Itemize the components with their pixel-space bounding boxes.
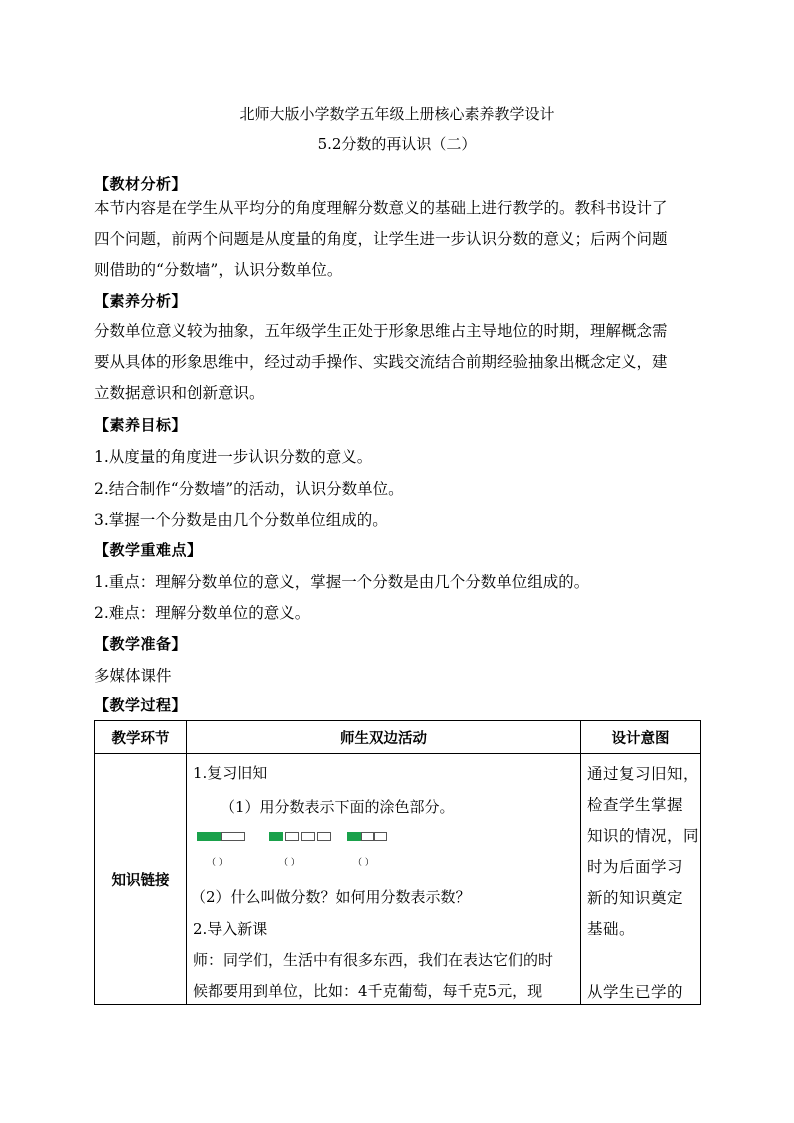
goal-item: 3.掌握一个分数是由几个分数单位组成的。 [94,511,388,529]
intent-line: 从学生已学的 [587,983,684,1001]
header-intent: 设计意图 [581,721,701,754]
filled-part [197,832,221,841]
intro-text-line: 师：同学们，生活中有很多东西，我们在表达它们的时 [193,951,554,969]
material-line: 四个问题，前两个问题是从度量的角度，让学生进一步认识分数的意义；后两个问题 [94,230,668,248]
review-title: 1.复习旧知 [193,764,268,782]
material-analysis-text [94,193,700,286]
empty-part [221,832,245,841]
fraction-figure-3 [347,832,387,841]
lesson-subtitle: 5.2分数的再认识（二） [317,135,477,153]
process-heading: 【教学过程】 [94,696,188,714]
empty-part [317,832,331,841]
empty-part [374,832,387,841]
filled-part [347,832,361,841]
table-row [95,754,701,1005]
literacy-line: 分数单位意义较为抽象，五年级学生正处于形象思维占主导地位的时期，理解概念需 [94,322,668,340]
literacy-line: 立数据意识和创新意识。 [94,384,265,402]
goal-item: 2.结合制作“分数墙”的活动，认识分数单位。 [94,480,404,498]
prep-text: 多媒体课件 [94,667,172,685]
answer-blank-3: （ ） [353,858,374,868]
intent-line: 时为后面学习 [587,858,684,876]
table-header-row [95,721,701,754]
teaching-process-table [94,720,701,1005]
intent-line: 通过复习旧知， [587,765,700,783]
empty-part [361,832,374,841]
document-title: 北师大版小学数学五年级上册核心素养教学设计 [239,105,555,123]
material-analysis-heading: 【教材分析】 [94,175,188,193]
filled-part [269,832,283,841]
material-line: 则借助的“分数墙”，认识分数单位。 [94,261,343,279]
intro-title: 2.导入新课 [193,920,268,938]
empty-part [301,832,315,841]
literacy-line: 要从具体的形象思维中，经过动手操作、实践交流结合前期经验抽象出概念定义，建 [94,353,668,371]
literacy-goals-heading: 【素养目标】 [94,416,188,434]
header-activity: 师生双边活动 [187,721,581,754]
intro-text-line: 候都要用到单位，比如：4千克葡萄，每千克5元，现 [193,982,543,1000]
question-1: （1）用分数表示下面的涂色部分。 [220,798,455,816]
key-point-item: 2.难点：理解分数单位的意义。 [94,604,311,622]
answer-blank-1: （ ） [207,858,228,868]
intent-line: 检查学生掌握 [587,796,684,814]
key-point-item: 1.重点：理解分数单位的意义，掌握一个分数是由几个分数单位组成的。 [94,573,590,591]
fraction-figure-2 [269,832,331,841]
intent-line: 知识的情况，同 [587,827,700,845]
material-line: 本节内容是在学生从平均分的角度理解分数意义的基础上进行教学的。教科书设计了 [94,199,668,217]
activity-cell [187,754,581,1005]
intent-cell [581,754,701,1005]
literacy-analysis-text [94,316,700,409]
answer-blank-2: （ ） [279,858,300,868]
stage-cell: 知识链接 [95,754,187,1005]
fraction-figure-1 [197,832,245,841]
question-2: （2）什么叫做分数？如何用分数表示数？ [191,888,471,906]
intent-line: 新的知识奠定 [587,889,684,907]
key-points-heading: 【教学重难点】 [94,541,203,559]
literacy-analysis-heading: 【素养分析】 [94,292,188,310]
empty-part [285,832,299,841]
goal-item: 1.从度量的角度进一步认识分数的意义。 [94,448,373,466]
intent-line: 基础。 [587,920,636,938]
prep-heading: 【教学准备】 [94,635,188,653]
header-stage: 教学环节 [95,721,187,754]
